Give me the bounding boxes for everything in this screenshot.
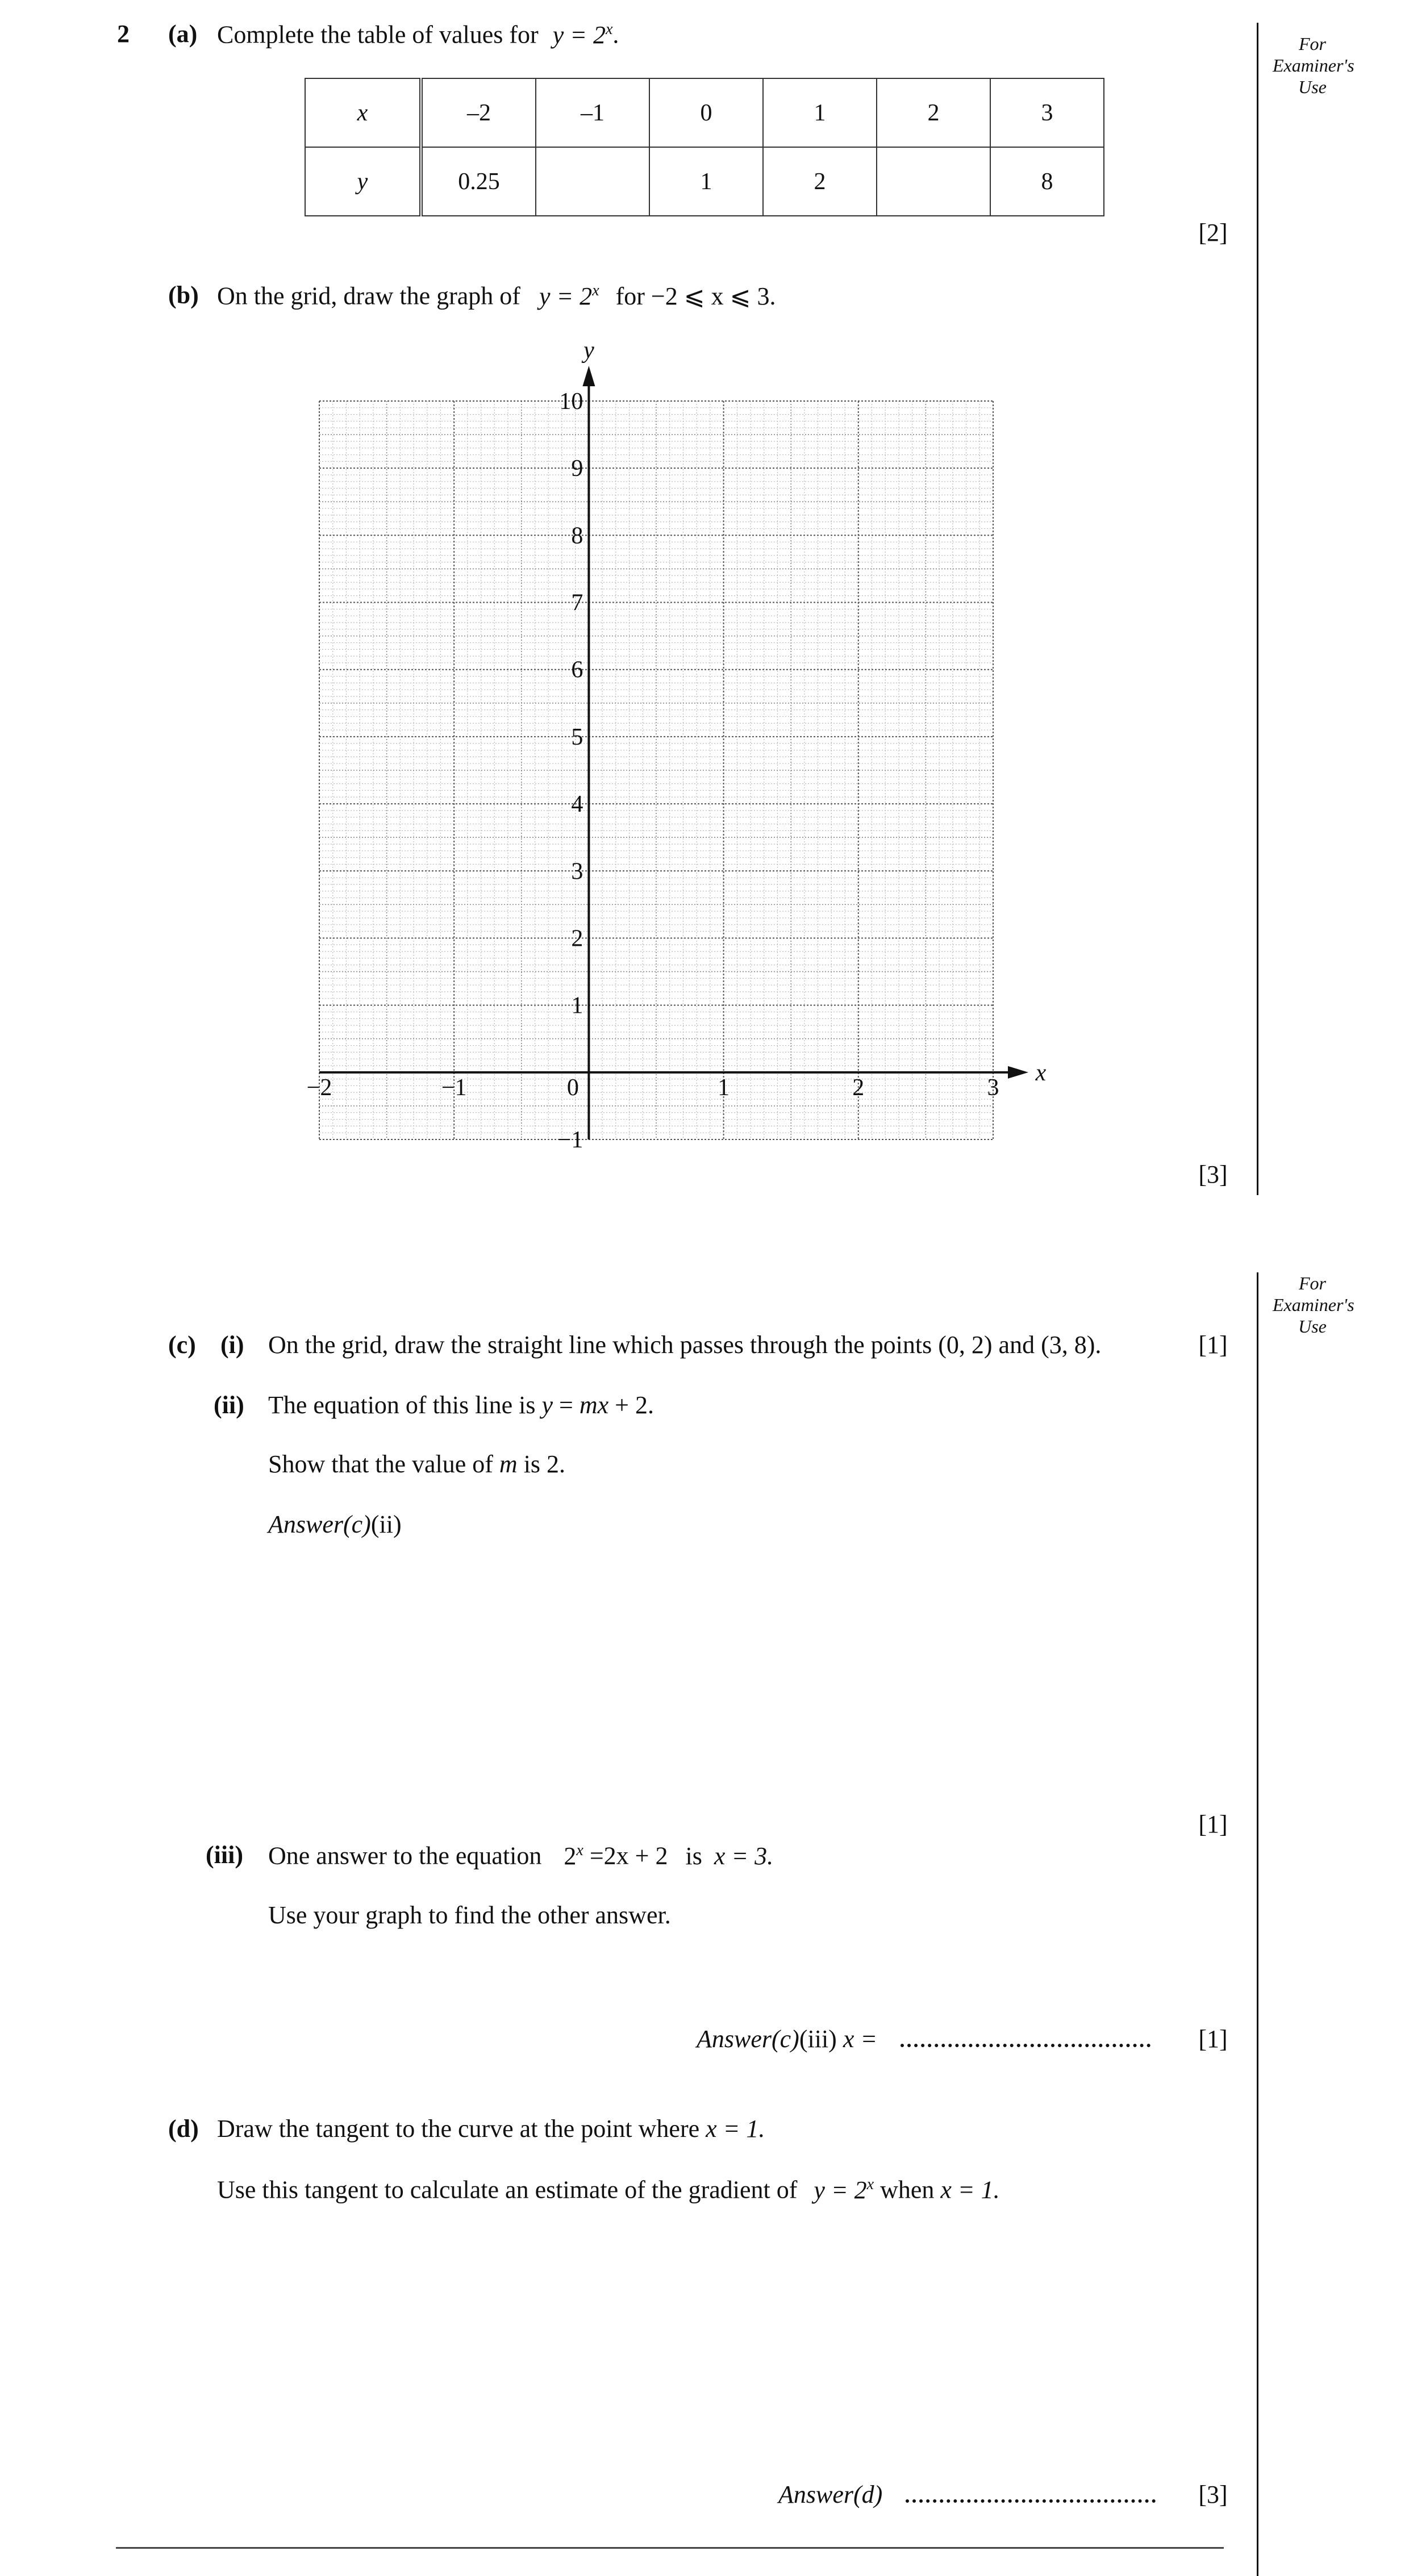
table-cell-x: 1 bbox=[763, 78, 877, 147]
part-c-ii-show-m: m bbox=[499, 1450, 518, 1478]
tick-labels bbox=[307, 337, 1047, 1153]
part-d-text2-x: x = 1. bbox=[940, 2176, 1000, 2204]
part-c-i-text: On the grid, draw the straight line which passes through the points (0, 2) and (3, 8). bbox=[268, 1331, 1102, 1359]
part-c-ii-eq-mx: mx bbox=[579, 1391, 609, 1419]
y-tick-label: 6 bbox=[571, 657, 583, 683]
part-c-iii-eq-exp: x bbox=[576, 1842, 583, 1859]
grid-minor-lines bbox=[319, 401, 993, 1139]
y-tick-label: 2 bbox=[571, 925, 583, 952]
answer-label-italic: Answer(c) bbox=[697, 2025, 799, 2053]
table-cell-x: –1 bbox=[536, 78, 649, 147]
table-header-x: x bbox=[305, 78, 421, 147]
part-b-label: (b) bbox=[168, 281, 199, 309]
part-d-text2-when: when bbox=[880, 2176, 935, 2204]
part-c-ii-label: (ii) bbox=[214, 1391, 244, 1419]
y-axis-arrow bbox=[582, 366, 595, 386]
answer-label-roman: (ii) bbox=[370, 1510, 402, 1538]
table-cell-y: 0.25 bbox=[421, 147, 536, 216]
examiner-line-2: Examiner's bbox=[1273, 55, 1354, 76]
part-c-ii-eq-end: + 2. bbox=[608, 1391, 654, 1419]
table-row-y bbox=[305, 147, 1104, 216]
x-tick-label: −2 bbox=[306, 1074, 332, 1101]
x-tick-label: 2 bbox=[852, 1074, 865, 1101]
part-c-iii-prefix: One answer to the equation bbox=[268, 1842, 542, 1870]
part-d-text2-exp: x bbox=[866, 2176, 874, 2193]
part-c-ii-answer-space[interactable] bbox=[301, 1545, 1153, 1772]
table-cell-y: 8 bbox=[990, 147, 1104, 216]
x-tick-label: 1 bbox=[718, 1074, 730, 1101]
examiner-use-label-2 bbox=[1273, 1272, 1352, 1337]
part-c-iii-answer-line bbox=[697, 2027, 1150, 2052]
table-cell-y: 1 bbox=[649, 147, 763, 216]
y-axis-label: y bbox=[583, 337, 594, 364]
part-c-ii-eq-eq: = bbox=[553, 1391, 580, 1419]
part-a-equation: y = 2 bbox=[552, 20, 606, 49]
part-c-iii-is: is bbox=[685, 1842, 702, 1870]
footer-rule bbox=[116, 2547, 1224, 2549]
part-c-ii-answer-label bbox=[268, 1512, 402, 1537]
y-tick-label: 3 bbox=[571, 858, 583, 885]
part-d-marks: [3] bbox=[1198, 2481, 1228, 2508]
part-b-equation: y = 2 bbox=[539, 282, 593, 310]
examiner-line-1: For bbox=[1299, 1273, 1326, 1293]
part-c-ii-show bbox=[268, 1452, 565, 1477]
part-c-ii-text bbox=[268, 1393, 654, 1418]
y-tick-label: 10 bbox=[559, 389, 583, 415]
y-tick-label: 8 bbox=[571, 523, 583, 549]
y-tick-label: −1 bbox=[557, 1127, 583, 1153]
table-cell-x: 2 bbox=[877, 78, 990, 147]
table-cell-x: 0 bbox=[649, 78, 763, 147]
part-c-iii-text bbox=[268, 1843, 773, 1869]
values-table bbox=[305, 78, 1104, 216]
answer-label-italic: Answer(c) bbox=[268, 1510, 371, 1538]
part-b-instruction bbox=[217, 283, 776, 309]
answer-variable: x = bbox=[843, 2025, 878, 2053]
part-c-ii-show-suffix: is 2. bbox=[523, 1450, 566, 1478]
part-c-ii-prefix: The equation of this line is bbox=[268, 1391, 536, 1419]
part-c-iii-marks: [1] bbox=[1198, 2025, 1228, 2053]
part-c-label: (c) bbox=[168, 1331, 196, 1359]
examiner-line-3: Use bbox=[1298, 1316, 1327, 1337]
examiner-margin-line bbox=[1257, 23, 1258, 1195]
part-d-text1 bbox=[217, 2116, 765, 2141]
table-cell-x: 3 bbox=[990, 78, 1104, 147]
y-tick-label: 1 bbox=[571, 992, 583, 1019]
part-a-suffix: . bbox=[612, 20, 619, 49]
part-c-iii-known-answer: x = 3. bbox=[714, 1842, 774, 1870]
part-d-answer-line bbox=[778, 2482, 1156, 2507]
part-a-marks: [2] bbox=[1198, 219, 1228, 247]
part-c-iii-eq-rest: =2x + 2 bbox=[583, 1842, 668, 1870]
table-cell-x: –2 bbox=[421, 78, 536, 147]
part-d-text1-prefix: Draw the tangent to the curve at the point where bbox=[217, 2115, 700, 2143]
part-a-label: (a) bbox=[168, 20, 198, 48]
part-d-text2 bbox=[217, 2177, 1000, 2203]
y-tick-label: 7 bbox=[571, 590, 583, 616]
part-d-working-space[interactable] bbox=[217, 2215, 1183, 2454]
table-header-y: y bbox=[305, 147, 421, 216]
y-tick-label: 5 bbox=[571, 724, 583, 750]
examiner-use-label bbox=[1273, 33, 1352, 98]
part-c-ii-show-prefix: Show that the value of bbox=[268, 1450, 493, 1478]
examiner-line-2: Examiner's bbox=[1273, 1295, 1354, 1315]
part-d-text2-eq: y = 2 bbox=[814, 2176, 867, 2204]
origin-label: 0 bbox=[566, 1074, 579, 1101]
examiner-line-1: For bbox=[1299, 34, 1326, 54]
x-tick-label: −1 bbox=[441, 1074, 467, 1101]
part-c-iii-label: (iii) bbox=[206, 1841, 243, 1869]
part-a-text: Complete the table of values for bbox=[217, 20, 539, 49]
y-tick-label: 4 bbox=[571, 791, 583, 818]
part-b-exponent: x bbox=[592, 282, 599, 299]
y-tick-label: 9 bbox=[571, 456, 583, 482]
part-c-i-label: (i) bbox=[220, 1331, 244, 1359]
table-cell-y-blank[interactable] bbox=[536, 147, 649, 216]
table-cell-y-blank[interactable] bbox=[877, 147, 990, 216]
x-tick-label: 3 bbox=[987, 1074, 999, 1101]
x-axis-arrow bbox=[1008, 1066, 1028, 1079]
part-c-iii-answer-field[interactable] bbox=[901, 2040, 1150, 2047]
question-number: 2 bbox=[117, 20, 130, 48]
part-c-ii-marks: [1] bbox=[1198, 1810, 1228, 1838]
answer-label-roman: (iii) bbox=[799, 2025, 837, 2053]
table-row-x bbox=[305, 78, 1104, 147]
part-b-range: for −2 ⩽ x ⩽ 3. bbox=[615, 282, 776, 310]
answer-label-italic: Answer(d) bbox=[778, 2481, 883, 2508]
part-b-text: On the grid, draw the graph of bbox=[217, 282, 520, 310]
table-cell-y: 2 bbox=[763, 147, 877, 216]
examiner-line-3: Use bbox=[1298, 77, 1327, 97]
examiner-margin-line-2 bbox=[1257, 1272, 1258, 2576]
part-d-answer-field[interactable] bbox=[906, 2496, 1156, 2503]
part-c-i-marks: [1] bbox=[1198, 1331, 1228, 1359]
part-c-iii-eq-base: 2 bbox=[564, 1842, 577, 1870]
part-d-text1-x: x = 1. bbox=[706, 2115, 765, 2143]
x-axis-label: x bbox=[1035, 1059, 1047, 1086]
part-c-iii-text2: Use your graph to find the other answer. bbox=[268, 1901, 671, 1929]
part-d-label: (d) bbox=[168, 2115, 199, 2143]
part-d-text2-prefix: Use this tangent to calculate an estimate of the gradient of bbox=[217, 2176, 798, 2204]
part-a-exponent: x bbox=[605, 20, 613, 38]
part-c-ii-eq-y: y bbox=[541, 1391, 553, 1419]
part-b-marks: [3] bbox=[1198, 1160, 1228, 1188]
part-a-instruction bbox=[217, 22, 619, 48]
